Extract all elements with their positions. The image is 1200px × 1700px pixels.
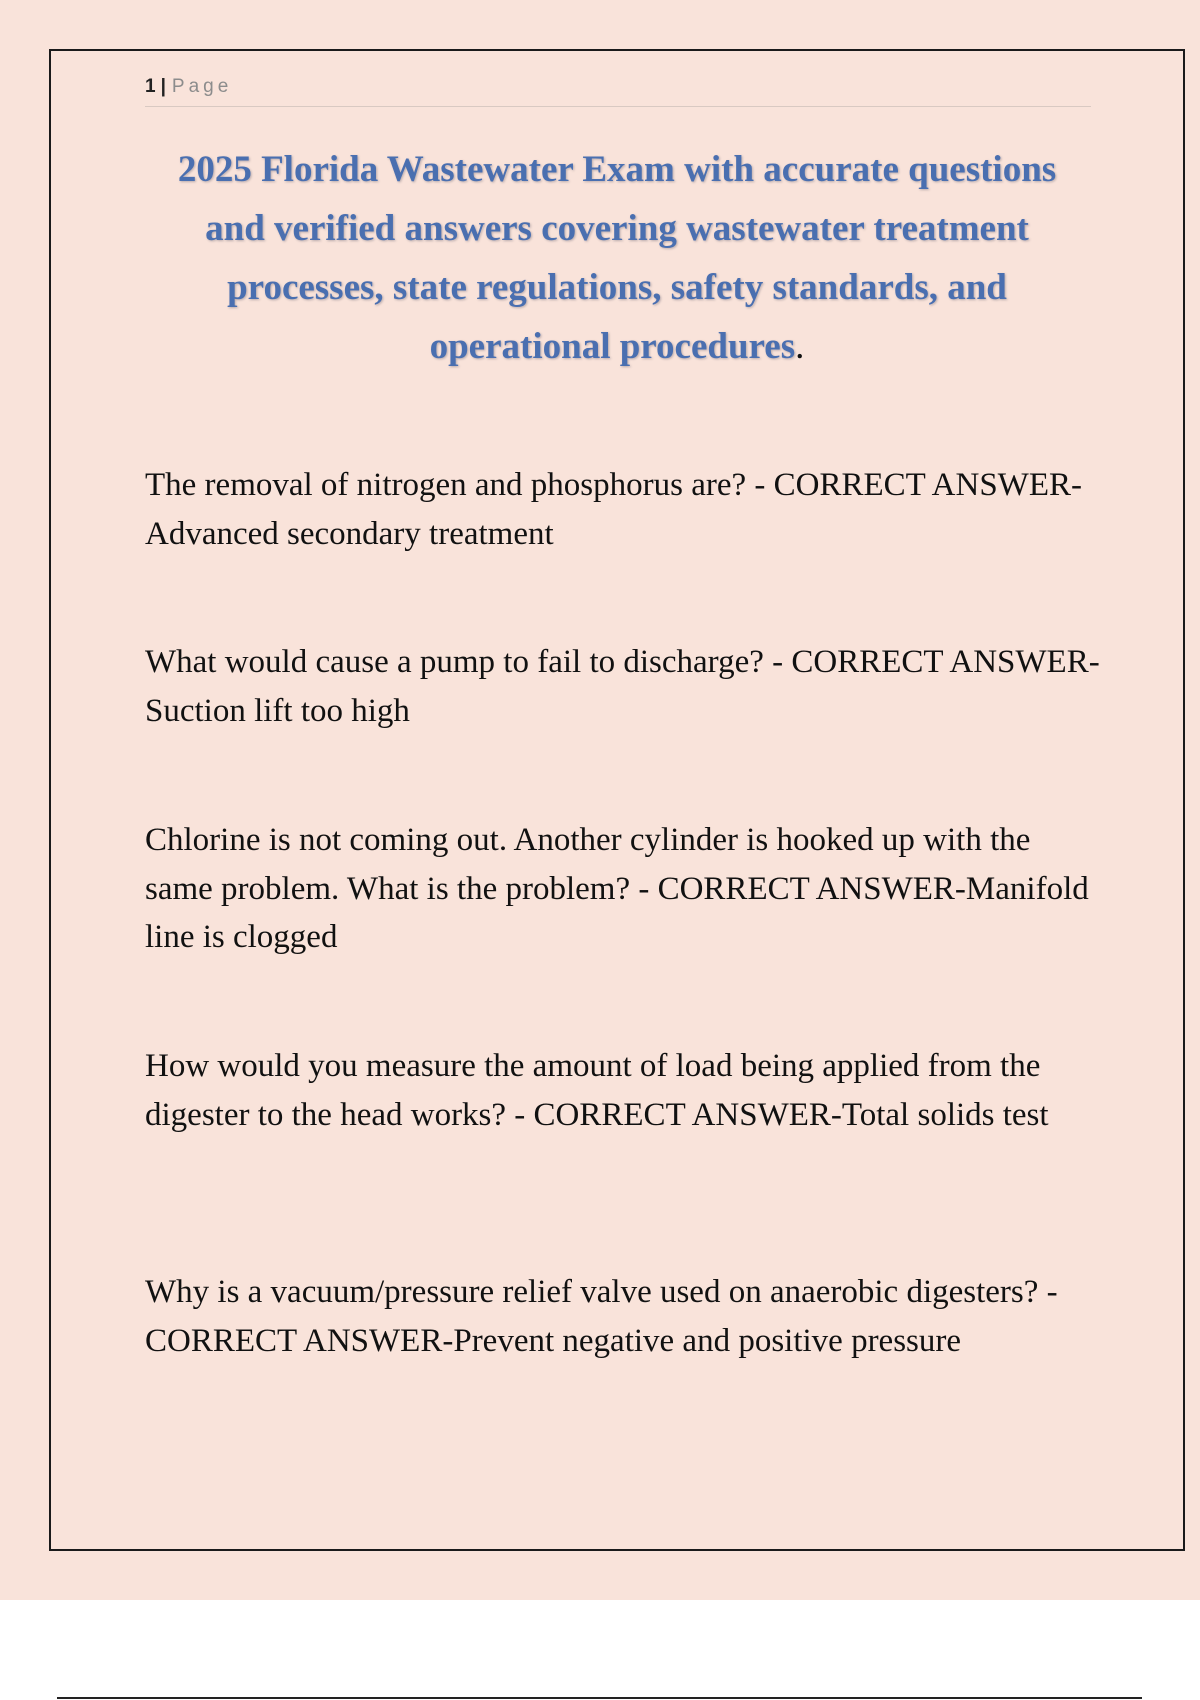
qa-item: The removal of nitrogen and phosphorus are? - CORRECT ANSWER-Advanced secondary treatment	[145, 467, 1082, 552]
qa-item: What would cause a pump to fail to discharge? - CORRECT ANSWER-Suction lift too high	[145, 644, 1100, 729]
page-header	[145, 74, 1091, 107]
qa-item: Chlorine is not coming out. Another cylinder is hooked up with the same problem. What is the problem? - CORRECT ANSWER-Manifold line is clogged	[145, 822, 1089, 955]
page-number: 1	[145, 76, 156, 97]
document-title-text: 2025 Florida Wastewater Exam with accurate questions and verified answers covering wastewater treatment processes, state regulations, safety standards, and operational procedures	[177, 149, 1057, 367]
bottom-divider	[57, 1697, 1142, 1699]
qa-item: Why is a vacuum/pressure relief valve used on anaerobic digesters? - CORRECT ANSWER-Prevent negative and positive pressure	[145, 1274, 1058, 1359]
page-label: Page	[171, 76, 233, 97]
page-separator: |	[160, 76, 166, 97]
qa-item: How would you measure the amount of load being applied from the digester to the head works? - CORRECT ANSWER-Total solids test	[145, 1048, 1049, 1133]
document-title	[150, 140, 1084, 376]
document-title-period: .	[795, 326, 805, 367]
